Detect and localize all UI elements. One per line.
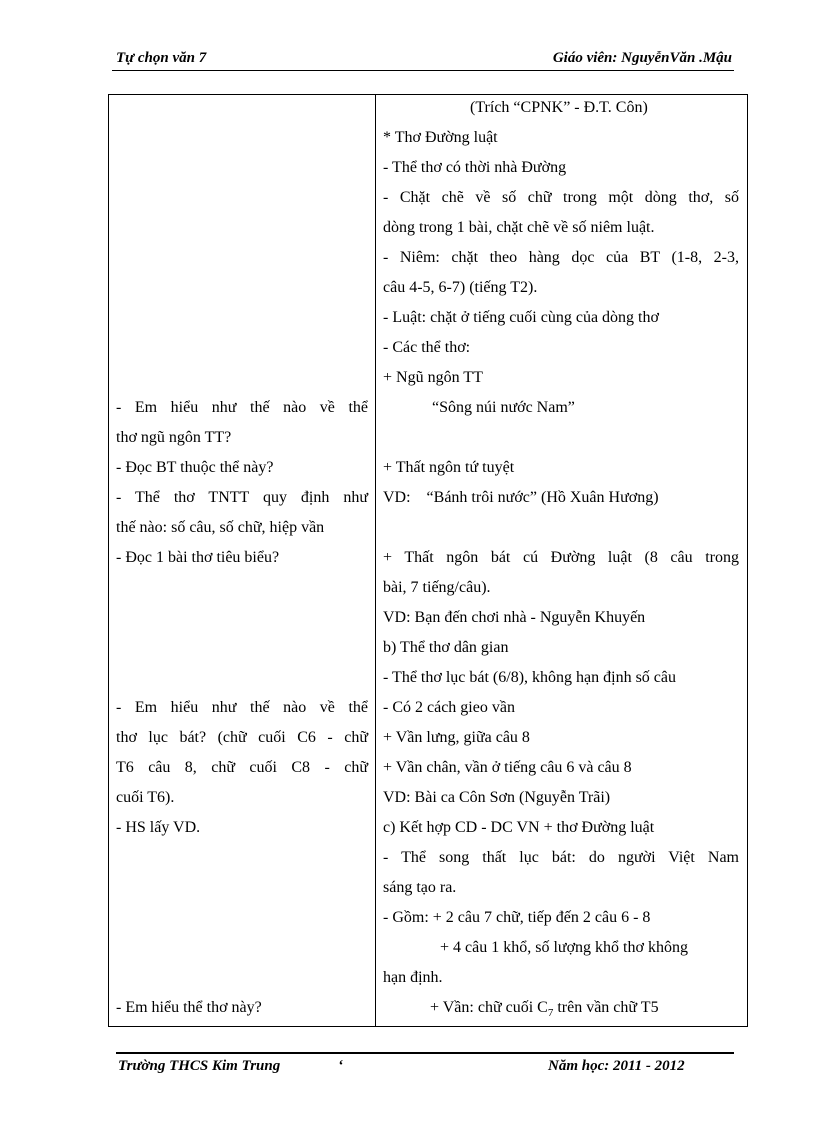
- question-line: - Em hiểu như thế nào về thể: [116, 399, 368, 416]
- question-line: - Đọc BT thuộc thể này?: [116, 459, 274, 476]
- footer-mark: ‘: [338, 1058, 343, 1074]
- content-line: + 4 câu 1 khổ, số lượng khổ thơ không: [440, 939, 688, 956]
- content-line: + Thất ngôn bát cú Đường luật (8 câu trong: [383, 549, 739, 566]
- content-line: - Có 2 cách gieo vần: [383, 699, 515, 716]
- question-line: - Em hiểu thể thơ này?: [116, 999, 262, 1016]
- question-line: - HS lấy VD.: [116, 819, 201, 836]
- footer-school-year: Năm học: 2011 - 2012: [548, 1058, 685, 1074]
- question-line: cuối T6).: [116, 789, 175, 806]
- question-line: thơ lục bát? (chữ cuối C6 - chữ: [116, 729, 368, 746]
- content-line: - Thể thơ lục bát (6/8), không hạn định số câu: [383, 669, 676, 686]
- question-line: thế nào: số câu, số chữ, hiệp vần: [116, 519, 325, 536]
- content-line: - Thể song thất lục bát: do người Việt Nam: [383, 849, 739, 866]
- footer-school: Trường THCS Kim Trung: [118, 1058, 281, 1074]
- content-line: - Niêm: chặt theo hàng dọc của BT (1-8, 2-3,: [383, 249, 739, 266]
- header-course-title: Tự chọn văn 7: [116, 50, 207, 66]
- content-line: + Vần chân, vần ở tiếng câu 6 và câu 8: [383, 759, 632, 776]
- question-line: - Em hiểu như thế nào về thể: [116, 699, 368, 716]
- content-line: câu 4-5, 6-7) (tiếng T2).: [383, 279, 538, 296]
- content-line: bài, 7 tiếng/câu).: [383, 579, 491, 596]
- poem-title: “Sông núi nước Nam”: [432, 399, 575, 416]
- header-teacher: Giáo viên: NguyễnVăn .Mậu: [552, 50, 732, 66]
- content-line: VD: Bài ca Côn Sơn (Nguyễn Trãi): [383, 789, 611, 806]
- source-citation: (Trích “CPNK” - Đ.T. Côn): [470, 99, 648, 116]
- content-line: sáng tạo ra.: [383, 879, 457, 896]
- content-line: - Gồm: + 2 câu 7 chữ, tiếp đến 2 câu 6 - 8: [383, 909, 651, 926]
- content-line: * Thơ Đường luật: [383, 129, 498, 146]
- content-line: VD: “Bánh trôi nước” (Hồ Xuân Hương): [383, 489, 659, 506]
- content-line: + Vần lưng, giữa câu 8: [383, 729, 530, 746]
- content-line: dòng trong 1 bài, chặt chẽ về số niêm luật.: [383, 219, 655, 236]
- content-line: + Ngũ ngôn TT: [383, 369, 483, 386]
- content-line: VD: Bạn đến chơi nhà - Nguyễn Khuyến: [383, 609, 646, 626]
- content-line-rhyme: [430, 998, 659, 1018]
- content-line: - Luật: chặt ở tiếng cuối cùng của dòng thơ: [383, 309, 659, 326]
- content-line: c) Kết hợp CD - DC VN + thơ Đường luật: [383, 819, 655, 836]
- footer-rule: [116, 1052, 734, 1054]
- content-line: hạn định.: [383, 969, 443, 986]
- rhyme-text-end: trên vần chữ T5: [553, 999, 659, 1016]
- content-line: - Thể thơ có thời nhà Đường: [383, 159, 567, 176]
- rhyme-text-start: + Vần: chữ cuối C: [430, 999, 548, 1016]
- content-line: b) Thể thơ dân gian: [383, 639, 509, 656]
- question-line: - Thể thơ TNTT quy định như: [116, 489, 368, 506]
- question-line: T6 câu 8, chữ cuối C8 - chữ: [116, 759, 368, 776]
- content-line: + Thất ngôn tứ tuyệt: [383, 459, 515, 476]
- content-line: - Các thể thơ:: [383, 339, 471, 356]
- question-line: - Đọc 1 bài thơ tiêu biểu?: [116, 549, 280, 566]
- content-line: - Chặt chẽ về số chữ trong một dòng thơ, số: [383, 189, 739, 206]
- column-divider: [375, 94, 376, 1027]
- question-line: thơ ngũ ngôn TT?: [116, 429, 232, 446]
- rhyme-subscript: 7: [547, 1007, 554, 1020]
- page-header: [112, 46, 734, 71]
